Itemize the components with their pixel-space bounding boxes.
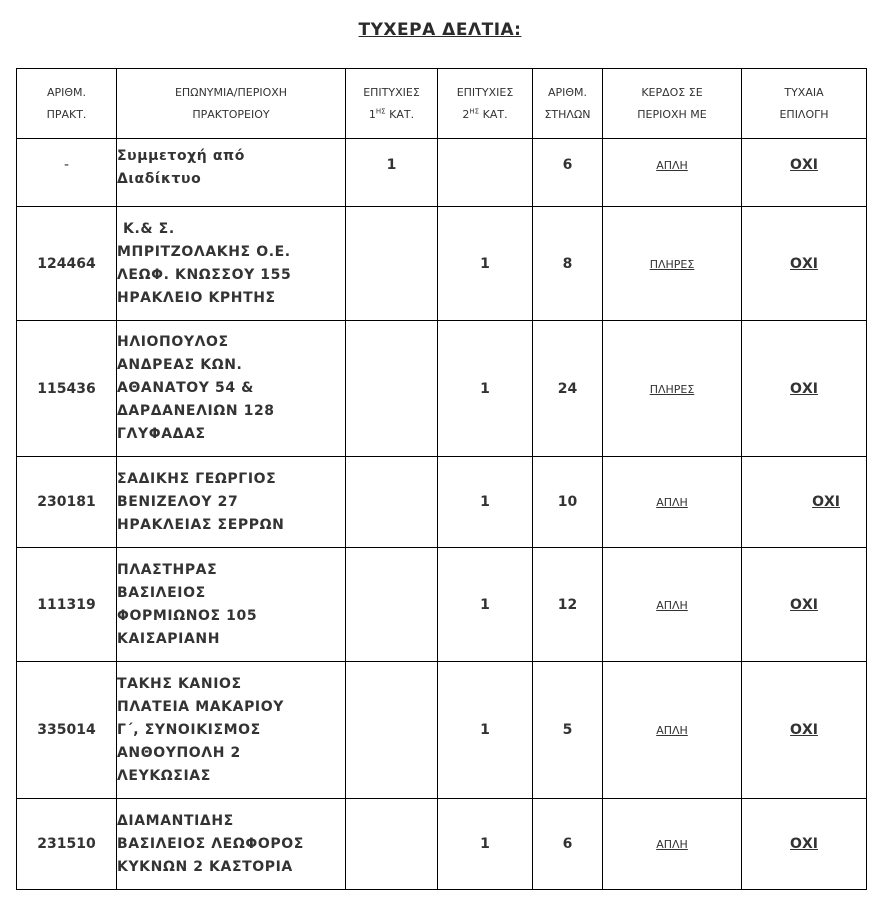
columns-cell: 24 [533,321,603,457]
random-link[interactable]: ΟΧΙ [790,255,818,272]
random-link[interactable]: ΟΧΙ [790,156,818,173]
random-link[interactable]: ΟΧΙ [790,836,818,852]
profit-link[interactable]: ΑΠΛΗ [656,838,688,851]
random-link[interactable]: ΟΧΙ [790,380,818,397]
cat1-cell [346,548,438,662]
table-row [17,139,867,207]
cat1-cell [346,799,438,890]
profit-cell [603,662,742,799]
random-link[interactable]: ΟΧΙ [812,494,840,510]
cat1-cell [346,662,438,799]
page-title: ΤΥΧΕΡΑ ΔΕΛΤΙΑ: [358,20,522,40]
columns-cell: 5 [533,662,603,799]
table-row [17,321,867,457]
random-cell [742,548,867,662]
profit-link[interactable]: ΠΛΗΡΕΣ [649,382,695,396]
cat2-cell: 1 [438,457,533,548]
profit-link[interactable]: ΠΛΗΡΕΣ [649,257,695,271]
random-link[interactable]: ΟΧΙ [790,596,818,613]
cat1-cell [346,321,438,457]
profit-cell [603,799,742,890]
profit-cell [603,207,742,321]
cat2-cell: 1 [438,662,533,799]
header-cat2-wins: ΕΠΙΤΥΧΙΕΣ $2^{H\Sigma}$ ΚΑΤ. [438,69,533,139]
table-row [17,799,867,890]
cat1-cell [346,457,438,548]
profit-cell [603,321,742,457]
table-row [17,207,867,321]
profit-link[interactable]: ΑΠΛΗ [656,496,688,509]
profit-cell [603,139,742,207]
cat2-cell: 1 [438,548,533,662]
agency-name-cell: ΗΛΙΟΠΟΥΛΟΣ ΑΝΔΡΕΑΣ ΚΩΝ. ΑΘΑΝΑΤΟΥ 54 & ΔΑΡΔΑΝΕΛΙΩΝ 128 ΓΛΥΦΑΔΑΣ [117,321,346,457]
agency-code-cell: - [17,139,117,207]
header-agency-name: ΕΠΩΝΥΜΙΑ/ΠΕΡΙΟΧΗ ΠΡΑΚΤΟΡΕΙΟΥ [117,69,346,139]
header-cat1-wins: ΕΠΙΤΥΧΙΕΣ $1^{H\Sigma}$ ΚΑΤ. [346,69,438,139]
agency-name-cell: ΔΙΑΜΑΝΤΙΔΗΣ ΒΑΣΙΛΕΙΟΣ ΛΕΩΦΟΡΟΣ ΚΥΚΝΩΝ 2 ΚΑΣΤΟΡΙΑ [117,799,346,890]
lucky-tickets-table [16,68,867,890]
cat1-cell: 1 [346,139,438,207]
agency-name-cell: ΣΑΔΙΚΗΣ ΓΕΩΡΓΙΟΣ ΒΕΝΙΖΕΛΟΥ 27 ΗΡΑΚΛΕΙΑΣ ΣΕΡΡΩΝ [117,457,346,548]
profit-link[interactable]: ΑΠΛΗ [656,724,688,737]
header-row [17,69,867,139]
agency-name-cell: Κ.& Σ. ΜΠΡΙΤΖΟΛΑΚΗΣ Ο.Ε. ΛΕΩΦ. ΚΝΩΣΣΟΥ 155 ΗΡΑΚΛΕΙΟ ΚΡΗΤΗΣ [117,207,346,321]
columns-cell: 6 [533,799,603,890]
agency-code-cell: 115436 [17,321,117,457]
cat2-cell [438,139,533,207]
agency-code-cell: 231510 [17,799,117,890]
agency-code-cell: 111319 [17,548,117,662]
random-cell [742,139,867,207]
random-cell [742,457,867,548]
profit-link[interactable]: ΑΠΛΗ [656,598,688,612]
header-columns: ΑΡΙΘΜ. ΣΤΗΛΩΝ [533,69,603,139]
header-agency-code: ΑΡΙΘΜ. ΠΡΑΚΤ. [17,69,117,139]
header-random: ΤΥΧΑΙΑ ΕΠΙΛΟΓΗ [742,69,867,139]
table-row [17,457,867,548]
agency-name-cell: Συμμετοχή από Διαδίκτυο [117,139,346,207]
agency-name-cell: ΤΑΚΗΣ ΚΑΝΙΟΣ ΠΛΑΤΕΙΑ ΜΑΚΑΡΙΟΥ Γ΄, ΣΥΝΟΙΚΙΣΜΟΣ ΑΝΘΟΥΠΟΛΗ 2 ΛΕΥΚΩΣΙΑΣ [117,662,346,799]
cat2-cell: 1 [438,799,533,890]
random-cell [742,799,867,890]
random-link[interactable]: ΟΧΙ [790,722,818,738]
random-cell [742,321,867,457]
table-row [17,548,867,662]
cat2-cell: 1 [438,321,533,457]
agency-code-cell: 124464 [17,207,117,321]
agency-code-cell: 230181 [17,457,117,548]
random-cell [742,207,867,321]
profit-cell [603,457,742,548]
columns-cell: 12 [533,548,603,662]
header-profit: ΚΕΡΔΟΣ ΣΕ ΠΕΡΙΟΧΗ ΜΕ [603,69,742,139]
columns-cell: 8 [533,207,603,321]
profit-link[interactable]: ΑΠΛΗ [656,158,688,172]
columns-cell: 6 [533,139,603,207]
random-cell [742,662,867,799]
columns-cell: 10 [533,457,603,548]
cat1-cell [346,207,438,321]
agency-name-cell: ΠΛΑΣΤΗΡΑΣ ΒΑΣΙΛΕΙΟΣ ΦΟΡΜΙΩΝΟΣ 105 ΚΑΙΣΑΡΙΑΝΗ [117,548,346,662]
agency-code-cell: 335014 [17,662,117,799]
table-row [17,662,867,799]
cat2-cell: 1 [438,207,533,321]
profit-cell [603,548,742,662]
